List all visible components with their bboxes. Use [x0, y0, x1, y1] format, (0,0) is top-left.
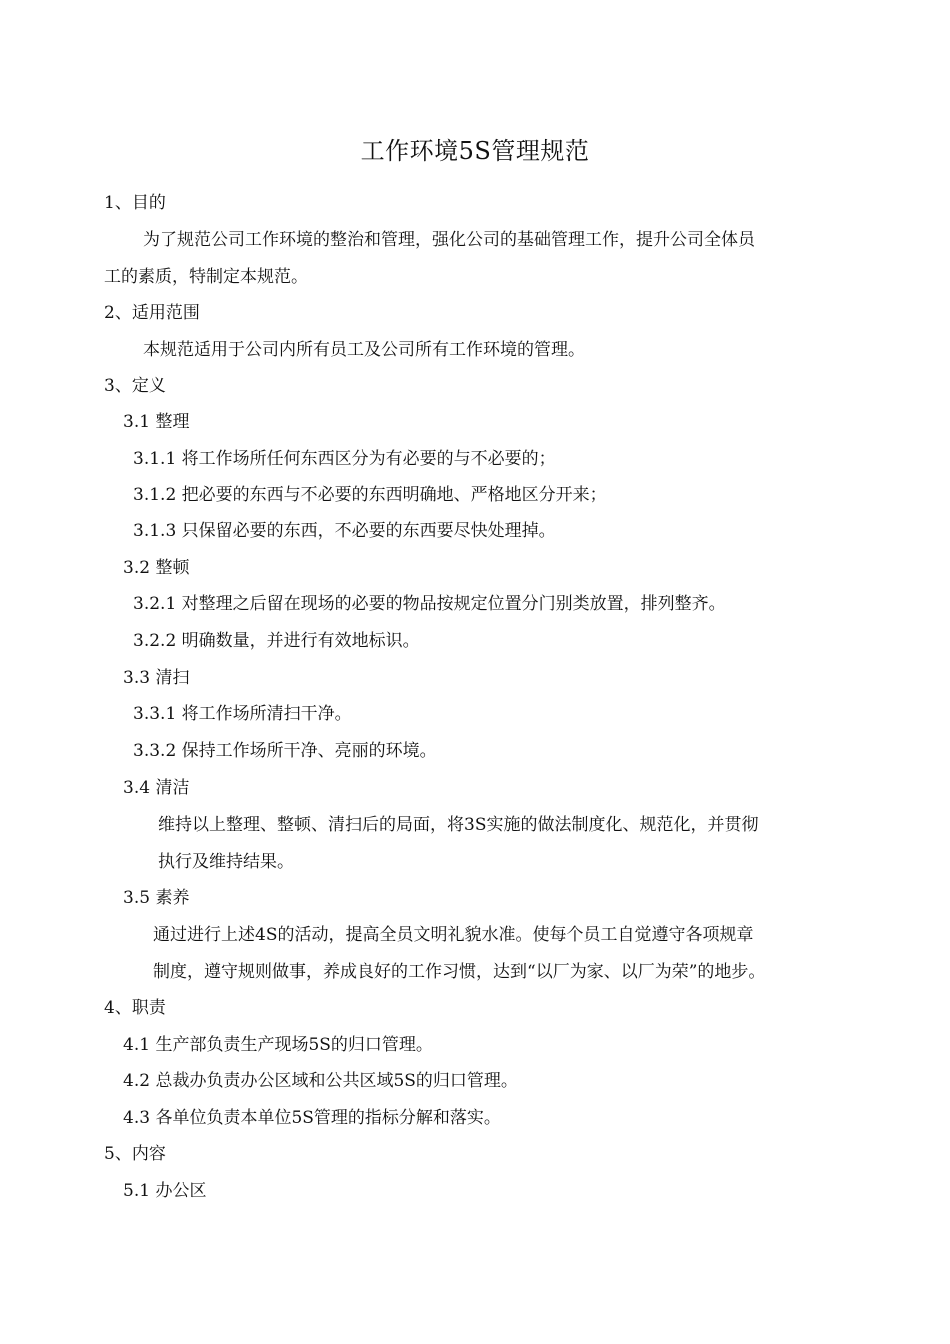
paragraph-shitsuke-line-1: 通过进行上述4S的活动，提高全员文明礼貌水准。使每个员工自觉遵守各项规章 [153, 925, 754, 945]
paragraph-purpose-line-1: 为了规范公司工作环境的整治和管理，强化公司的基础管理工作，提升公司全体员 [143, 230, 755, 250]
list-item-3-3-2: 3.3.2 保持工作场所干净、亮丽的环境。 [133, 741, 437, 761]
list-item-4-3: 4.3 各单位负责本单位5S管理的指标分解和落实。 [123, 1108, 501, 1128]
subsection-heading-seiton: 3.2 整顿 [123, 558, 190, 578]
list-item-4-1: 4.1 生产部负责生产现场5S的归口管理。 [123, 1035, 433, 1055]
list-item-3-2-1: 3.2.1 对整理之后留在现场的必要的物品按规定位置分门别类放置，排列整齐。 [133, 594, 726, 614]
document-title: 工作环境5S管理规范 [360, 137, 590, 165]
paragraph-scope: 本规范适用于公司内所有员工及公司所有工作环境的管理。 [143, 340, 585, 360]
list-item-3-3-1: 3.3.1 将工作场所清扫干净。 [133, 704, 352, 724]
section-heading-responsibilities: 4、职责 [104, 998, 166, 1018]
list-item-3-1-3: 3.1.3 只保留必要的东西，不必要的东西要尽快处理掉。 [133, 521, 556, 541]
list-item-3-1-1: 3.1.1 将工作场所任何东西区分为有必要的与不必要的； [133, 449, 556, 469]
list-item-4-2: 4.2 总裁办负责办公区域和公共区域5S的归口管理。 [123, 1071, 518, 1091]
paragraph-seiketsu-line-2: 执行及维持结果。 [158, 852, 294, 872]
subsection-heading-seiri: 3.1 整理 [123, 412, 190, 432]
section-heading-content: 5、内容 [104, 1144, 166, 1164]
section-heading-purpose: 1、目的 [104, 193, 166, 213]
subsection-heading-office-area: 5.1 办公区 [123, 1181, 207, 1201]
section-heading-scope: 2、适用范围 [104, 303, 200, 323]
paragraph-seiketsu-line-1: 维持以上整理、整顿、清扫后的局面，将3S实施的做法制度化、规范化，并贯彻 [158, 815, 759, 835]
paragraph-purpose-line-2: 工的素质，特制定本规范。 [104, 267, 308, 287]
subsection-heading-seiketsu: 3.4 清洁 [123, 778, 190, 798]
subsection-heading-seiso: 3.3 清扫 [123, 668, 190, 688]
list-item-3-2-2: 3.2.2 明确数量，并进行有效地标识。 [133, 631, 420, 651]
section-heading-definitions: 3、定义 [104, 376, 166, 396]
subsection-heading-shitsuke: 3.5 素养 [123, 888, 190, 908]
paragraph-shitsuke-line-2: 制度，遵守规则做事，养成良好的工作习惯，达到“以厂为家、以厂为荣”的地步。 [153, 962, 766, 982]
list-item-3-1-2: 3.1.2 把必要的东西与不必要的东西明确地、严格地区分开来； [133, 485, 607, 505]
